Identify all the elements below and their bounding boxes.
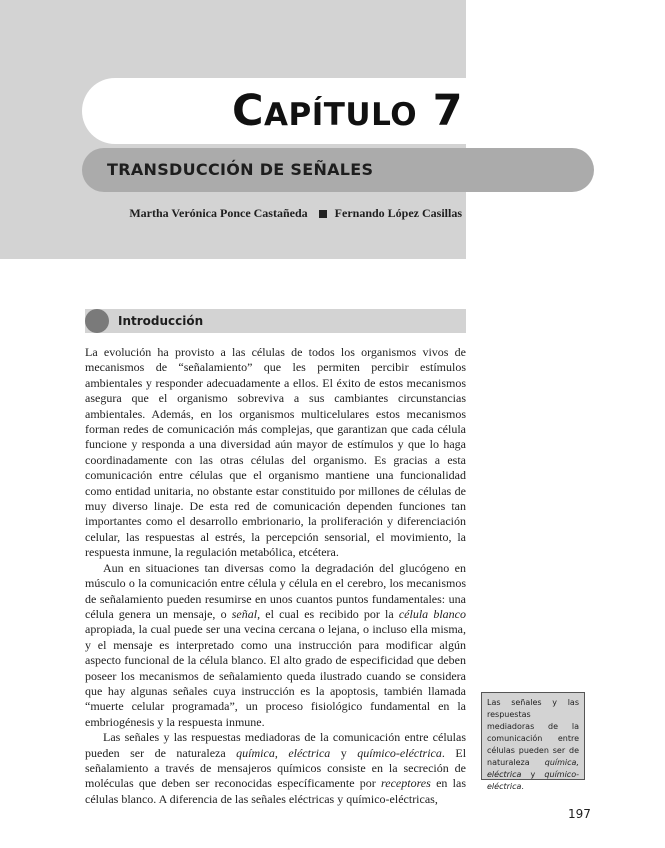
p3-term-quimico-electrica: químico-eléctrica [357, 745, 442, 760]
margin-note [481, 692, 585, 791]
chapter-title-rest: APÍTULO [264, 97, 418, 133]
section-bullet-circle [85, 309, 109, 333]
page-number: 197 [568, 807, 591, 821]
p3-text-a: Las señales y las respuestas mediadoras de la comunicación entre células pueden ser de naturaleza [85, 730, 466, 760]
section-title: Introducción [118, 314, 204, 328]
chapter-title-initial: C [231, 86, 265, 136]
authors-line [84, 205, 462, 221]
p2-text-a: Aun en situaciones tan diversas como la degradación del glucógeno en músculo o la comunicación entre célula y célula en el cerebro, los mecanismos de señalamiento pueden resumirse en unos cuantos puntos fundamentales: una célula genera un mensaje, o [85, 560, 466, 621]
margin-note-text-a: Las señales y las respuestas mediadoras de la comunicación entre células pueden ser de naturaleza [487, 698, 579, 767]
p2-term-celula-blanco: célula blanco [398, 606, 467, 621]
p3-text-e: en las células blanco. A diferencia de las señales eléctricas y químico-eléctricas, [85, 776, 466, 806]
p3-term-quimica: química [236, 745, 275, 760]
p3-text-d: . El señalamiento a través de mensajeros químicos consiste en la secreción de moléculas que deben ser reconocidas específicamente por [85, 745, 467, 791]
paragraph-1: La evolución ha provisto a las células de todos los organismos vivos de mecanismos de “señalamiento” que les permiten percibir estímulos ambientales y responder adecuadamente a ellos. El éxito de estos mecanismos asegura que el organismo sobreviva a sus cambiantes circunstancias ambientales. Además, en los organismos multicelulares estos mecanismos forman redes de comunicación más complejas, que garantizan que cada célula funcione y responda a una diversidad aún mayor de estímulos y que lo haga coordinadamente con las otras células del organismo. Es gracias a esta comunicación entre células que el organismo mantiene una funcionalidad como entidad unitaria, no obstante estar constituido por millones de células de muy diverso linaje. De esta red de comunicación dependen funciones tan importantes como el desarrollo embrionario, la proliferación y diferenciación celular, las respuestas al estrés, la percepción sensorial, el movimiento, la respuesta inmune, la regulación metabólica, etcétera. [85, 345, 466, 560]
p3-text-c: y [330, 745, 358, 760]
body-text [85, 345, 466, 807]
author-separator-square [319, 210, 327, 218]
margin-note-text-c: . [521, 782, 524, 791]
paragraph-3 [85, 730, 466, 807]
author-1: Martha Verónica Ponce Castañeda [129, 206, 308, 220]
p3-term-electrica: eléctrica [288, 745, 331, 760]
paragraph-2 [85, 561, 466, 730]
margin-note-term-2: químico-eléctrica [487, 770, 579, 791]
p2-text-b: , el cual es recibido por la [257, 606, 399, 621]
chapter-title [232, 82, 463, 144]
p3-term-receptores: receptores [381, 776, 431, 791]
margin-note-term-1: química, eléctrica [487, 758, 579, 779]
author-2: Fernando López Casillas [334, 206, 462, 220]
p2-term-senal: señal [231, 606, 258, 621]
p3-text-b: , [274, 745, 289, 760]
chapter-subtitle: TRANSDUCCIÓN DE SEÑALES [107, 160, 374, 179]
margin-note-text-b: y [521, 770, 545, 779]
chapter-number: 7 [432, 86, 463, 136]
p2-text-c: apropiada, la cual puede ser una vecina cercana o lejana, o incluso ella misma, y el mensaje es interpretado como una instrucción para modificar algún aspecto funcional de la célula blanco. El alto grado de especificidad que deben poseer los mecanismos de señalamiento queda ilustrado cuando se considera que hay algunas señales cuya instrucción es la apoptosis, también llamada “muerte celular programada”, un proceso fisiológico fundamental en la embriogénesis y la respuesta inmune. [85, 622, 466, 729]
